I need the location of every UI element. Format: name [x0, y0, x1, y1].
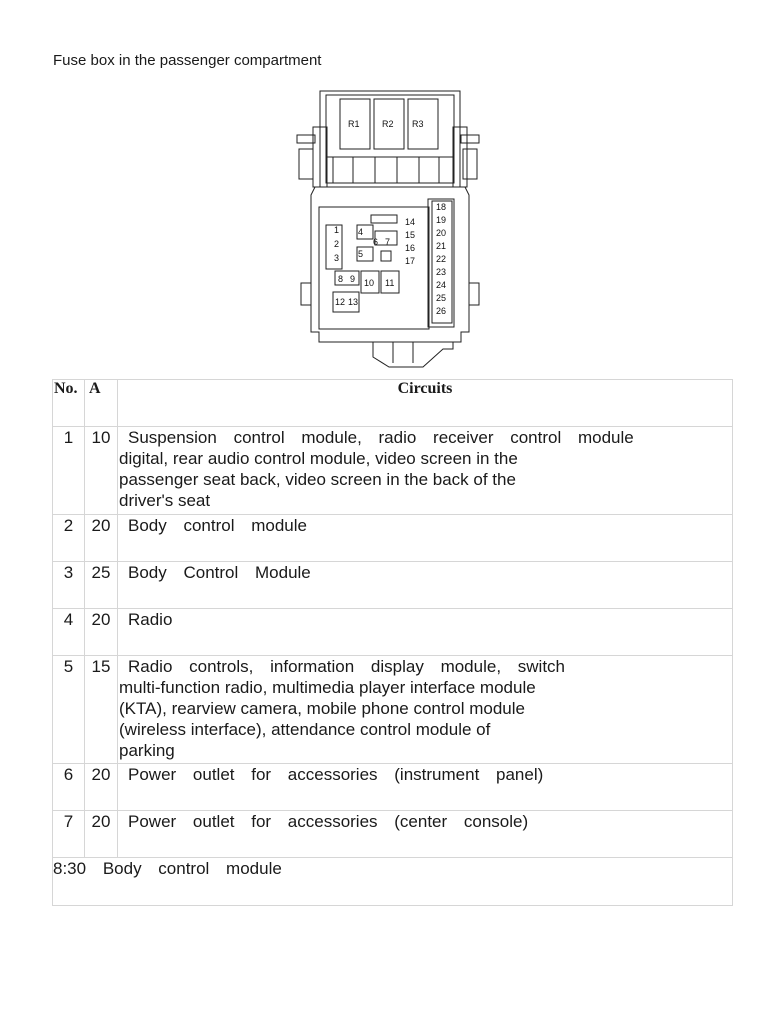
- fuse-label: 17: [405, 256, 416, 266]
- page-title: Fuse box in the passenger compartment: [53, 52, 322, 69]
- table-row: [53, 562, 733, 609]
- fuse-amperage: 20: [85, 811, 118, 858]
- column-header-amperage: A: [85, 380, 118, 427]
- fuse-circuits: [118, 427, 733, 515]
- fuse-label: 8: [338, 274, 344, 284]
- fuse-number: 3: [53, 562, 85, 609]
- fuse-number: 7: [53, 811, 85, 858]
- fuse-circuits: [118, 562, 733, 609]
- fuse-label: 5: [358, 249, 364, 259]
- table-row: [53, 858, 733, 906]
- column-header-circuits: Circuits: [118, 380, 733, 427]
- table-row: [53, 656, 733, 764]
- circuit-line: parking: [119, 741, 175, 760]
- fuse-label: 20: [436, 228, 447, 238]
- fuse-box-diagram: [293, 87, 483, 370]
- fuse-label: 1: [334, 225, 340, 235]
- fuse-label: 21: [436, 241, 447, 251]
- fuse-circuits: [118, 764, 733, 811]
- fuse-label: 19: [436, 215, 447, 225]
- circuit-line: digital, rear audio control module, video screen in the: [119, 449, 518, 468]
- fuse-label: 14: [405, 217, 416, 227]
- table-header-row: [53, 380, 733, 427]
- relay-label: R3: [412, 119, 424, 129]
- fuse-circuits: [118, 515, 733, 562]
- circuit-line: Power outlet for accessories (center console): [128, 812, 529, 831]
- table-row: [53, 811, 733, 858]
- fuse-amperage: 20: [85, 609, 118, 656]
- fuse-number: 5: [53, 656, 85, 764]
- fuse-label: 16: [405, 243, 416, 253]
- fuse-label: 13: [348, 297, 359, 307]
- fuse-label: 15: [405, 230, 416, 240]
- fuse-label: 24: [436, 280, 447, 290]
- relay-label: R2: [382, 119, 394, 129]
- fuse-label: 2: [334, 239, 340, 249]
- fuse-label: 4: [358, 227, 364, 237]
- circuit-line: driver's seat: [119, 491, 211, 510]
- fuse-label: 22: [436, 254, 447, 264]
- fuse-label: 9: [350, 274, 356, 284]
- column-header-no: No.: [53, 380, 85, 427]
- fuse-label: 12: [335, 297, 346, 307]
- fuse-amperage: 25: [85, 562, 118, 609]
- fuse-number-amperage: 8:30: [53, 859, 87, 878]
- fuse-amperage: 10: [85, 427, 118, 515]
- circuit-line: Power outlet for accessories (instrument panel): [128, 765, 544, 784]
- fuse-label: 6: [373, 237, 379, 247]
- table-row: [53, 515, 733, 562]
- fuse-label: 7: [385, 237, 391, 247]
- fuse-number: 6: [53, 764, 85, 811]
- circuit-line: Suspension control module, radio receiver control module: [128, 428, 634, 447]
- fuse-label: 26: [436, 306, 447, 316]
- fuse-number: 4: [53, 609, 85, 656]
- circuit-line: Body control module: [128, 516, 307, 535]
- fuse-number: 1: [53, 427, 85, 515]
- fuse-number: 2: [53, 515, 85, 562]
- fuse-label: 11: [385, 278, 395, 288]
- fuse-label: 18: [436, 202, 447, 212]
- fuse-label: 25: [436, 293, 447, 303]
- fuse-merged-row: [53, 858, 733, 906]
- circuit-line: Radio controls, information display module, switch: [128, 657, 566, 676]
- circuit-line: (wireless interface), attendance control module of: [119, 720, 491, 739]
- fuse-label: 10: [364, 278, 375, 288]
- fuse-circuits: [118, 656, 733, 764]
- circuit-line: Radio: [128, 610, 173, 629]
- fuse-amperage: 20: [85, 764, 118, 811]
- fuse-circuits: Body control module: [102, 859, 282, 878]
- circuit-line: passenger seat back, video screen in the back of the: [119, 470, 516, 489]
- fuse-circuits: [118, 811, 733, 858]
- fuse-table: [52, 379, 733, 906]
- circuit-line: multi-function radio, multimedia player interface module: [119, 678, 536, 697]
- table-row: [53, 609, 733, 656]
- table-row: [53, 427, 733, 515]
- circuit-line: Body Control Module: [128, 563, 311, 582]
- table-row: [53, 764, 733, 811]
- fuse-label: 23: [436, 267, 447, 277]
- relay-label: R1: [348, 119, 360, 129]
- circuit-line: (KTA), rearview camera, mobile phone control module: [119, 699, 525, 718]
- fuse-circuits: [118, 609, 733, 656]
- fuse-label: 3: [334, 253, 340, 263]
- fuse-amperage: 15: [85, 656, 118, 764]
- fuse-amperage: 20: [85, 515, 118, 562]
